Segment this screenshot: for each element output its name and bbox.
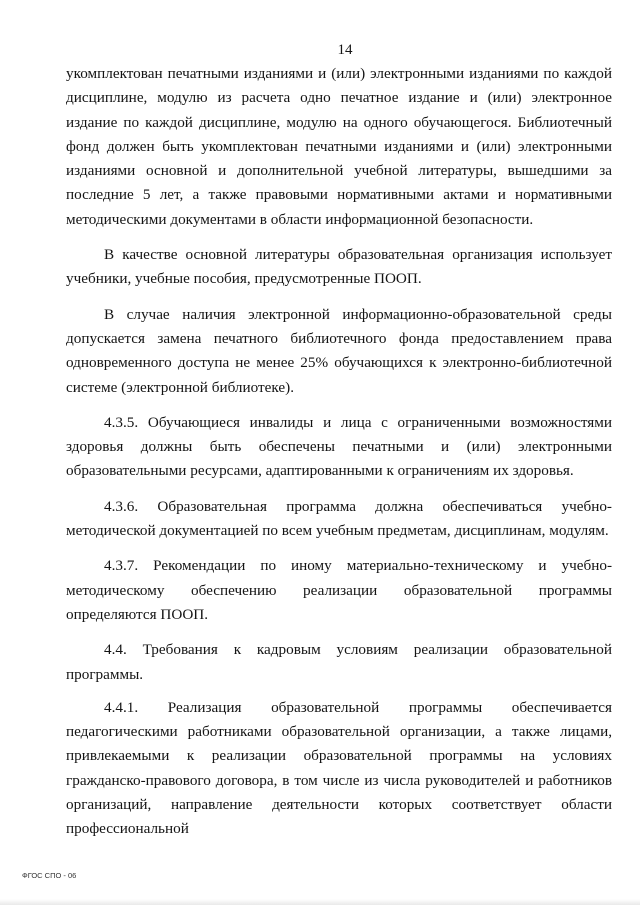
paragraph-electronic-environment: В случае наличия электронной информационно-образовательной среды допускается замена печатного библиотечного фонда предоставлением права одновременного доступа не менее 25% обучающихся к электронно-библиотечной системе (электронной библиотеке). [66, 305, 612, 396]
paragraph-4-4: 4.4. Требования к кадровым условиям реализации образовательной программы. [66, 641, 612, 683]
page-number: 14 [337, 42, 353, 58]
footer-standard-code: ФГОС СПО - 06 [22, 871, 77, 880]
paragraph-main-literature: В качестве основной литературы образовательная организация использует учебники, учебные пособия, предусмотренные ПООП. [66, 246, 612, 288]
paragraph-4-4-1: 4.4.1. Реализация образовательной программы обеспечивается педагогическими работниками образовательной организации, а также лицами, привлекаемыми к реализации образовательной программы на условиях гражданско-правового договора, в том числе из числа руководителей и работников организаций, направление деятельности которых соответствует области профессиональной [66, 698, 612, 838]
document-body [66, 62, 612, 853]
scan-edge [0, 899, 640, 905]
paragraph-4-3-6: 4.3.6. Образовательная программа должна обеспечиваться учебно-методической документацией по всем учебным предметам, дисциплинам, модулям. [66, 497, 612, 540]
paragraph-4-3-5: 4.3.5. Обучающиеся инвалиды и лица с ограниченными возможностями здоровья должны быть обеспечены печатными и (или) электронными образовательными ресурсами, адаптированными к ограничениям их здоровья. [66, 413, 612, 480]
paragraph-library-fund: укомплектован печатными изданиями и (или) электронными изданиями по каждой дисциплине, модулю из расчета одно печатное издание и (или) электронное издание по каждой дисциплине, модулю на одного обучающегося. Библиотечный фонд должен быть укомплектован печатными изданиями и (или) электронными изданиями основной и дополнительной учебной литературы, вышедшими за последние 5 лет, а также правовыми нормативными актами и нормативными методическими документами в области информационной безопасности. [66, 65, 612, 228]
paragraph-4-3-7: 4.3.7. Рекомендации по иному материально-техническому и учебно-методическому обеспечению реализации образовательной программы определяются ПООП. [66, 557, 612, 623]
